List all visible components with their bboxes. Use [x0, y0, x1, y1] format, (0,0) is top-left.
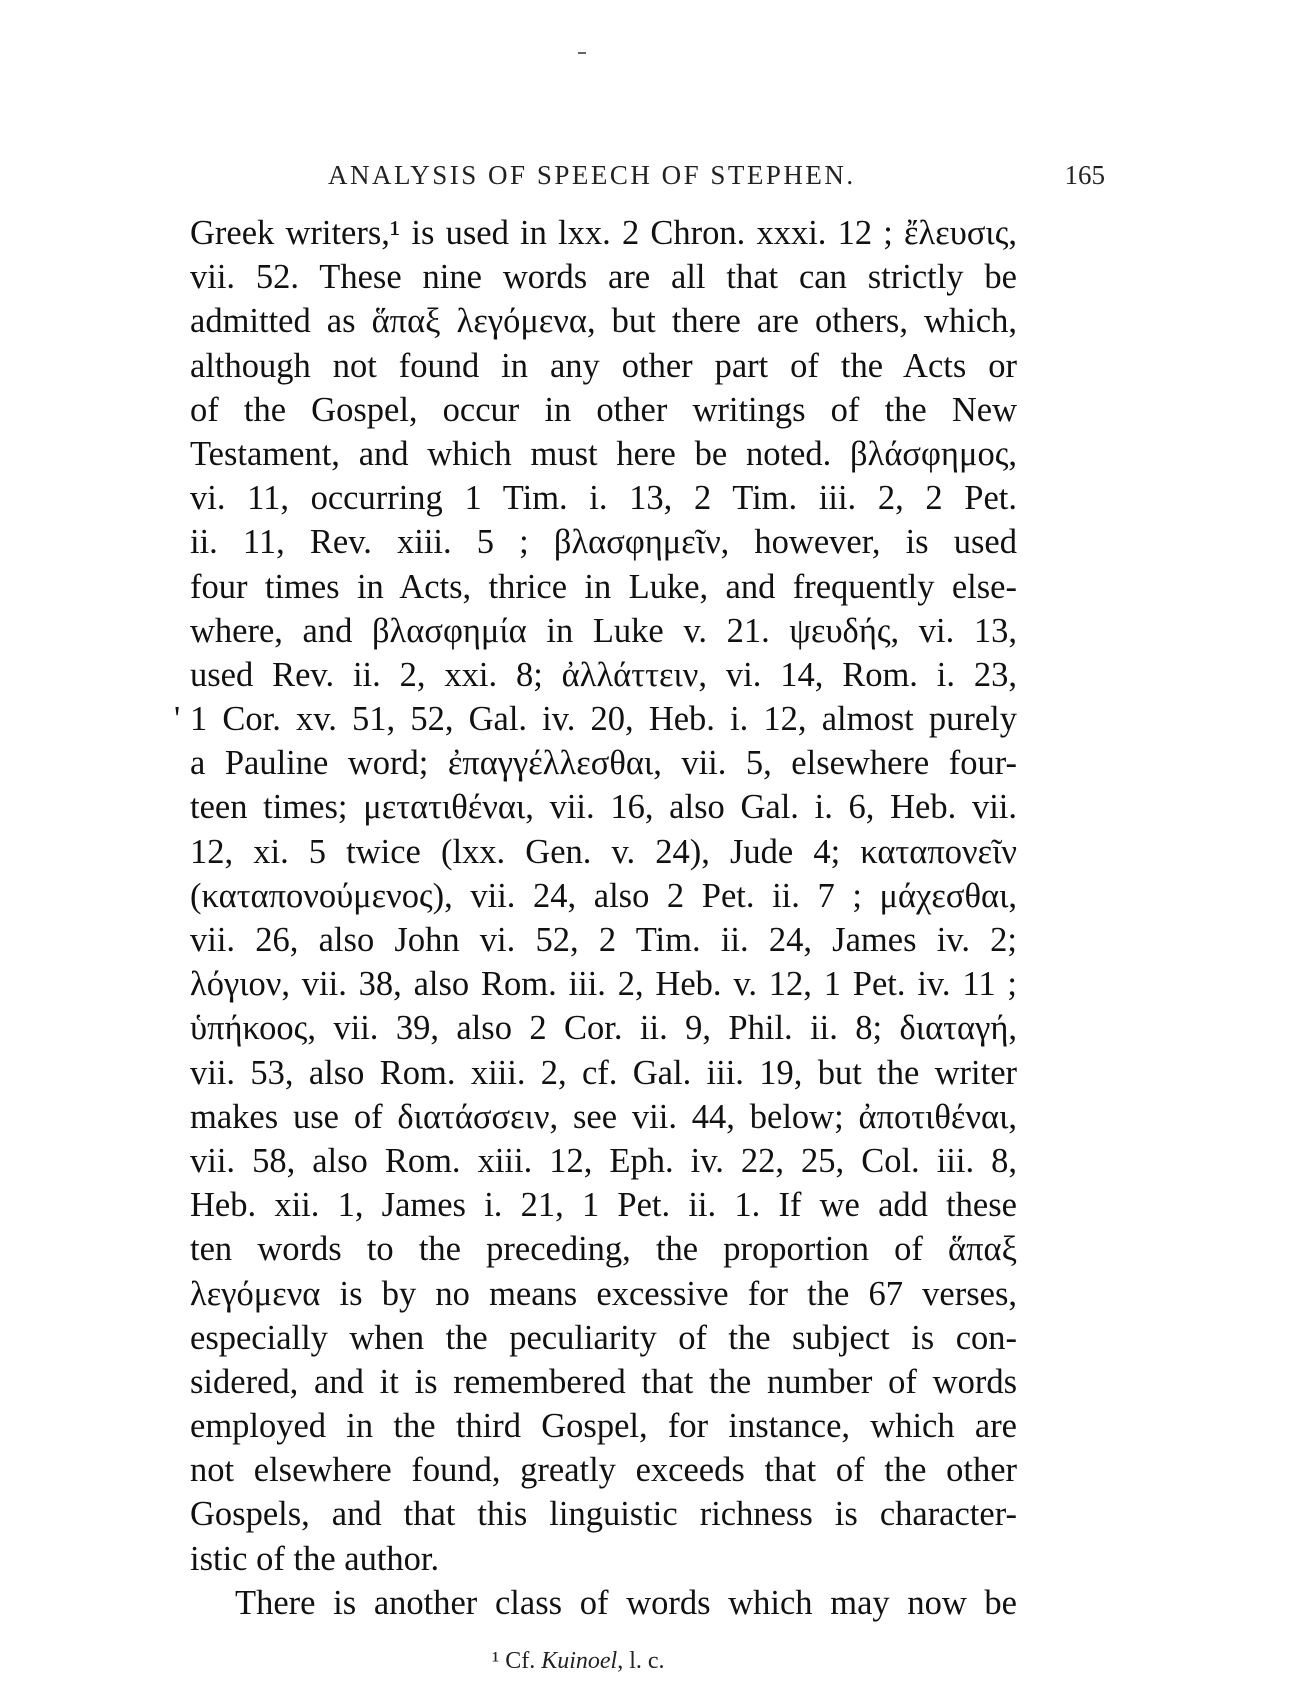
- text-line: Testament, and which must here be noted. βλάσφημος,: [190, 434, 1017, 473]
- text-line: makes use of διατάσσειν, see vii. 44, below; ἀποτιθέναι,: [190, 1097, 1017, 1136]
- text-line: four times in Acts, thrice in Luke, and frequently else-: [190, 567, 1017, 606]
- margin-mark: ': [174, 700, 181, 739]
- page-header: [200, 160, 1105, 200]
- text-line: although not found in any other part of the Acts or: [190, 346, 1017, 385]
- text-line: admitted as ἅπαξ λεγόμενα, but there are others, which,: [190, 302, 1017, 341]
- text-line: teen times; μετατιθέναι, vii. 16, also Gal. i. 6, Heb. vii.: [190, 788, 1017, 827]
- text-line: ὑπήκοος, vii. 39, also 2 Cor. ii. 9, Phil. ii. 8; διαταγή,: [190, 1009, 1017, 1048]
- text-line: vii. 53, also Rom. xiii. 2, cf. Gal. iii. 19, but the writer: [190, 1053, 1017, 1092]
- running-title: ANALYSIS OF SPEECH OF STEPHEN.: [328, 160, 856, 190]
- text-line: vii. 26, also John vi. 52, 2 Tim. ii. 24, James iv. 2;: [190, 921, 1017, 959]
- footnote-author: Kuinoel: [541, 1648, 618, 1674]
- text-line: ii. 11, Rev. xiii. 5 ; βλασφημεῖν, however, is used: [190, 523, 1017, 562]
- footnote: [492, 1648, 665, 1675]
- text-line: especially when the peculiarity of the subject is con-: [190, 1318, 1017, 1357]
- text-line: used Rev. ii. 2, xxi. 8; ἀλλάττειν, vi. 14, Rom. i. 23,: [190, 655, 1017, 694]
- text-line: of the Gospel, occur in other writings of the New: [190, 390, 1017, 429]
- text-line: λόγιον, vii. 38, also Rom. iii. 2, Heb. v. 12, 1 Pet. iv. 11 ;: [190, 965, 1017, 1004]
- text-line: where, and βλασφημία in Luke v. 21. ψευδής, vi. 13,: [190, 611, 1017, 650]
- text-line: vii. 58, also Rom. xiii. 12, Eph. iv. 22, 25, Col. iii. 8,: [190, 1141, 1017, 1180]
- text-line: Heb. xii. 1, James i. 21, 1 Pet. ii. 1. If we add these: [190, 1186, 1017, 1225]
- text-line: employed in the third Gospel, for instance, which are: [190, 1407, 1017, 1446]
- footnote-marker: ¹: [492, 1648, 500, 1674]
- text-line: a Pauline word; ἐπαγγέλλεσθαι, vii. 5, elsewhere four-: [190, 744, 1017, 783]
- margin-line-wrapper: [174, 697, 1017, 741]
- body-text: [174, 211, 1017, 1625]
- text-line: 1 Cor. xv. 51, 52, Gal. iv. 20, Heb. i. 12, almost purely: [190, 700, 1017, 739]
- text-line-paragraph-start: There is another class of words which may now be: [235, 1583, 1017, 1622]
- page-number: 165: [1064, 160, 1105, 190]
- footnote-prefix: Cf.: [505, 1648, 536, 1674]
- text-line: 12, xi. 5 twice (lxx. Gen. v. 24), Jude 4; καταπονεῖν: [190, 832, 1017, 871]
- text-line: ten words to the preceding, the proportion of ἅπαξ: [190, 1230, 1017, 1269]
- text-line: vii. 52. These nine words are all that can strictly be: [190, 258, 1017, 297]
- footnote-suffix: , l. c.: [617, 1648, 665, 1674]
- scan-speck: [578, 52, 586, 54]
- text-line: (καταπονούμενος), vii. 24, also 2 Pet. ii. 7 ; μάχεσθαι,: [190, 876, 1017, 915]
- text-line: Gospels, and that this linguistic richness is character-: [190, 1495, 1017, 1534]
- text-line-paragraph-end: istic of the author.: [190, 1539, 440, 1578]
- text-line: sidered, and it is remembered that the number of words: [190, 1362, 1017, 1401]
- text-line: λεγόμενα is by no means excessive for the 67 verses,: [190, 1274, 1017, 1313]
- text-line: vi. 11, occurring 1 Tim. i. 13, 2 Tim. iii. 2, 2 Pet.: [190, 479, 1017, 518]
- text-line: not elsewhere found, greatly exceeds that of the other: [190, 1451, 1017, 1490]
- text-line: Greek writers,¹ is used in lxx. 2 Chron. xxxi. 12 ; ἔλευσις,: [190, 214, 1017, 252]
